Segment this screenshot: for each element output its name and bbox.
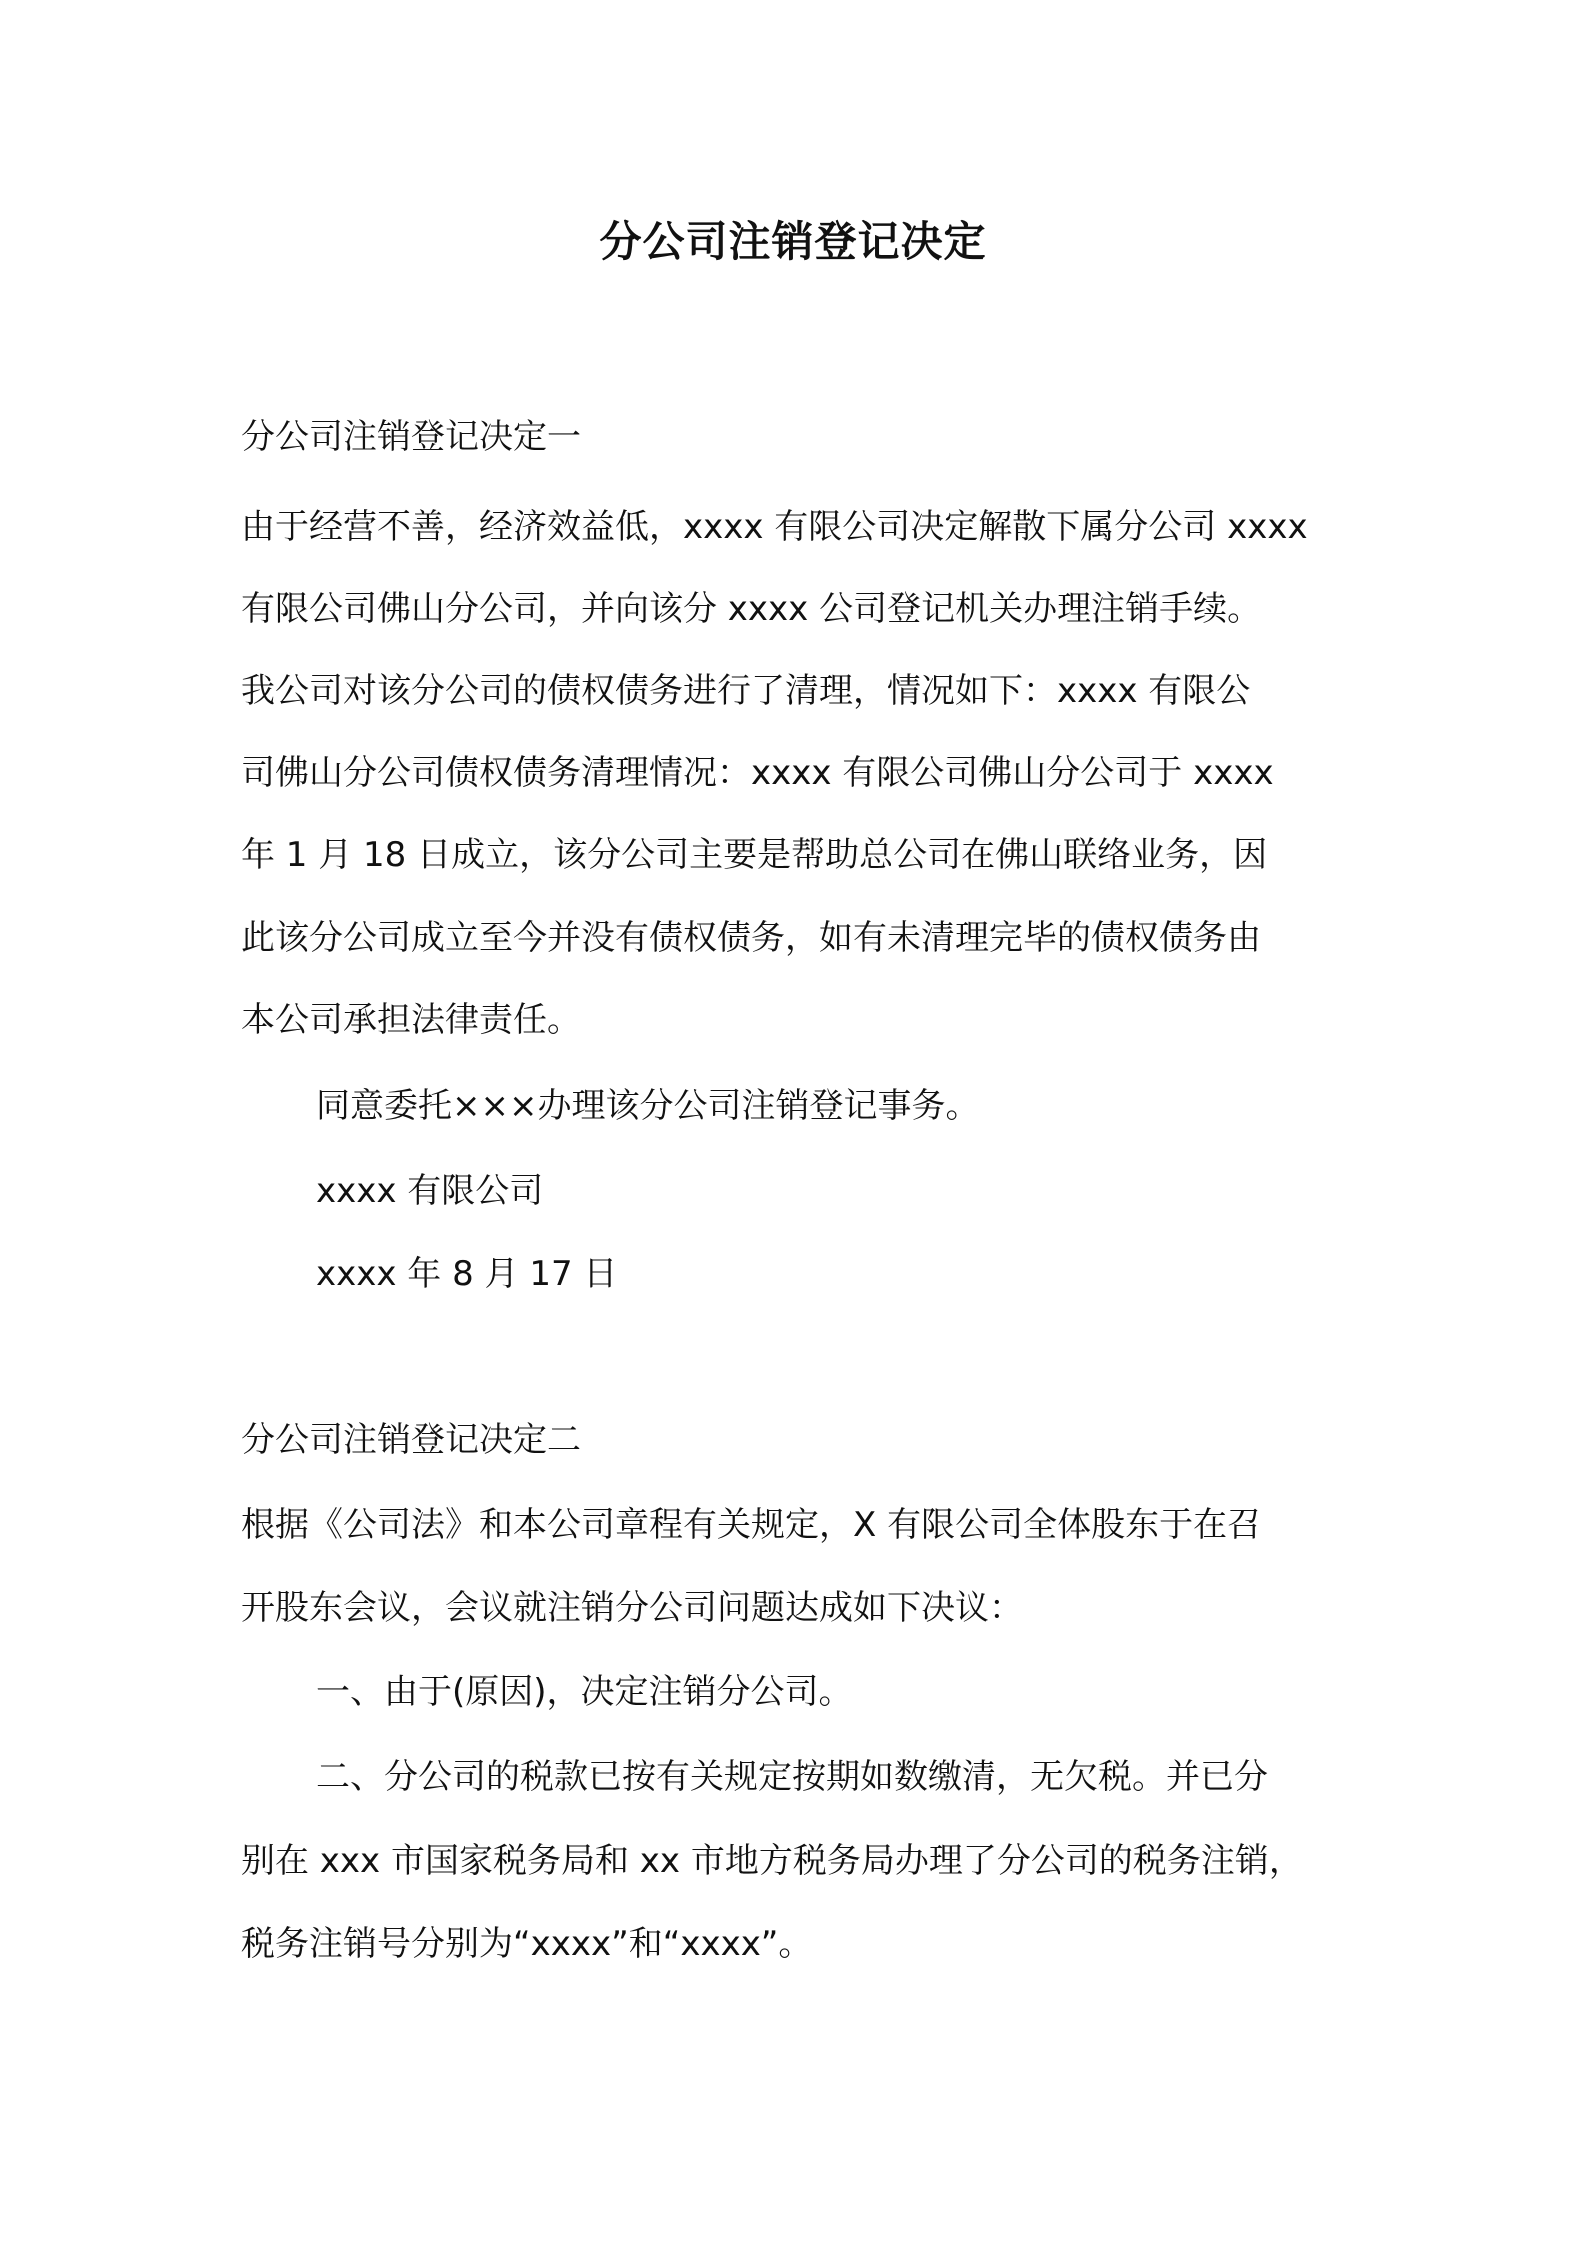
section-heading-1: 分公司注销登记决定一: [241, 417, 581, 457]
consent-line: 同意委托×××办理该分公司注销登记事务。: [316, 1086, 980, 1126]
paragraph-line: 司佛山分公司债权债务清理情况：xxxx 有限公司佛山分公司于 xxxx: [241, 753, 1274, 793]
document-title: 分公司注销登记决定: [599, 217, 987, 266]
paragraph-line: 本公司承担法律责任。: [241, 1000, 581, 1040]
paragraph-line: 由于经营不善，经济效益低，xxxx 有限公司决定解散下属分公司 xxxx: [241, 507, 1308, 547]
paragraph-line: 我公司对该分公司的债权债务进行了清理，情况如下：xxxx 有限公: [241, 671, 1251, 711]
company-signature: xxxx 有限公司: [316, 1171, 544, 1211]
resolution-item-2: 二、分公司的税款已按有关规定按期如数缴清，无欠税。并已分: [316, 1757, 1268, 1797]
paragraph-line: 此该分公司成立至今并没有债权债务，如有未清理完毕的债权债务由: [241, 918, 1261, 958]
paragraph-line: 有限公司佛山分公司，并向该分 xxxx 公司登记机关办理注销手续。: [241, 589, 1262, 629]
paragraph-line: 税务注销号分别为“xxxx”和“xxxx”。: [241, 1924, 813, 1964]
paragraph-line: 开股东会议，会议就注销分公司问题达成如下决议：: [241, 1588, 1023, 1628]
signature-date: xxxx 年 8 月 17 日: [316, 1254, 618, 1294]
paragraph-line: 根据《公司法》和本公司章程有关规定，X 有限公司全体股东于在召: [241, 1505, 1262, 1545]
resolution-item-1: 一、由于(原因)，决定注销分公司。: [316, 1672, 853, 1712]
paragraph-line: 年 1 月 18 日成立，该分公司主要是帮助总公司在佛山联络业务，因: [241, 835, 1268, 875]
paragraph-line: 别在 xxx 市国家税务局和 xx 市地方税务局办理了分公司的税务注销，: [241, 1841, 1303, 1881]
section-heading-2: 分公司注销登记决定二: [241, 1420, 581, 1460]
